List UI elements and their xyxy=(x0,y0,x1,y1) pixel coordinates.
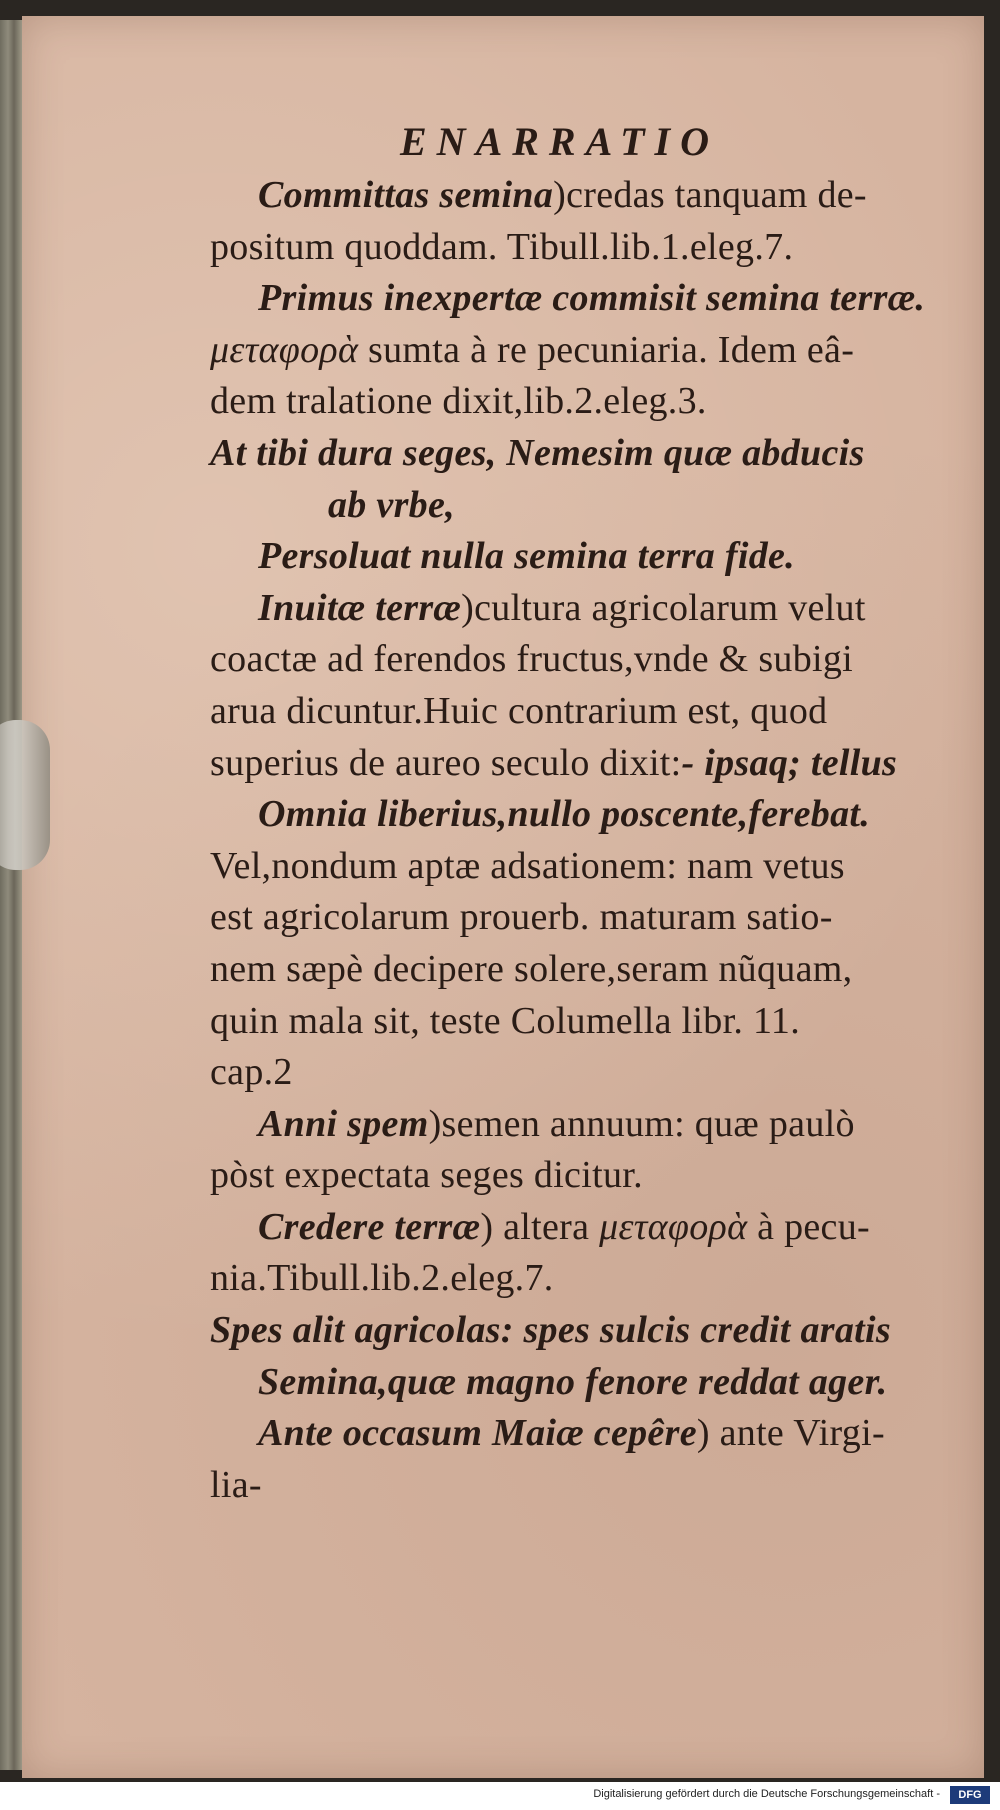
text-line xyxy=(210,944,990,996)
text-line xyxy=(210,686,990,738)
italic-text: Anni spem xyxy=(258,1102,429,1145)
text-line xyxy=(210,376,990,428)
roman-text: )cultura agricolarum velut xyxy=(461,586,866,629)
roman-text: arua dicuntur.Huic contrarium est, quod xyxy=(210,689,828,732)
text-line xyxy=(210,222,990,274)
text-line xyxy=(210,841,990,893)
roman-text: sumta à re pecuniaria. Idem eâ- xyxy=(358,328,855,371)
text-line xyxy=(210,738,990,790)
italic-text: Spes alit agricolas: spes sulcis credit aratis xyxy=(210,1309,891,1352)
text-line xyxy=(210,325,990,377)
italic-text: - ipsaq; tellus xyxy=(681,741,898,784)
italic-text: Primus inexpertæ commisit semina terræ. xyxy=(258,277,926,320)
text-line xyxy=(210,531,990,583)
text-line xyxy=(210,1099,990,1151)
text-line xyxy=(210,1150,990,1202)
roman-text: pòst expectata seges dicitur. xyxy=(210,1154,643,1197)
italic-text: At tibi dura seges, Nemesim quæ abducis xyxy=(210,431,865,474)
dfg-logo: DFG xyxy=(950,1786,990,1804)
greek-text: μεταφορὰ xyxy=(599,1205,748,1248)
text-line xyxy=(210,1357,990,1409)
text-line xyxy=(210,1305,990,1357)
text-line xyxy=(210,1460,990,1512)
roman-text: ) altera xyxy=(480,1205,600,1248)
running-head: ENARRATIO xyxy=(400,119,719,164)
page-clip xyxy=(0,720,50,870)
roman-text: nem sæpè decipere solere,seram nũquam, xyxy=(210,947,853,990)
text-line xyxy=(210,1253,990,1305)
text-line xyxy=(210,789,990,841)
roman-text: est agricolarum prouerb. maturam satio- xyxy=(210,896,833,939)
text-line xyxy=(210,1202,990,1254)
body-text xyxy=(210,170,990,1511)
italic-text: Committas semina xyxy=(258,174,554,216)
text-line xyxy=(210,892,990,944)
text-line xyxy=(210,428,990,480)
footer-credit: Digitalisierung gefördert durch die Deutsche Forschungsgemeinschaft - xyxy=(593,1788,940,1800)
roman-text: à pecu- xyxy=(747,1205,870,1248)
roman-text: dem tralatione dixit,lib.2.eleg.3. xyxy=(210,380,707,423)
text-line xyxy=(210,480,990,532)
text-line xyxy=(210,1408,990,1460)
text-line xyxy=(210,1047,990,1099)
text-line xyxy=(210,170,990,222)
italic-text: Omnia liberius,nullo poscente,ferebat. xyxy=(258,793,871,836)
italic-text: Inuitæ terræ xyxy=(258,586,462,629)
italic-text: Semina,quæ magno fenore reddat ager. xyxy=(258,1360,888,1403)
roman-text: coactæ ad ferendos fructus,vnde & subigi xyxy=(210,638,854,681)
roman-text: )semen annuum: quæ paulò xyxy=(428,1102,855,1145)
roman-text: superius de aureo seculo dixit: xyxy=(210,741,682,784)
roman-text: quin mala sit, teste Columella libr. 11. xyxy=(210,999,801,1042)
digitization-footer xyxy=(0,1782,1000,1810)
text-line xyxy=(210,634,990,686)
roman-text: nia.Tibull.lib.2.eleg.7. xyxy=(210,1257,554,1300)
roman-text: Vel,nondum aptæ adsationem: nam vetus xyxy=(210,844,845,887)
italic-text: Credere terræ xyxy=(258,1205,481,1248)
italic-text: Ante occasum Maiæ cepêre xyxy=(258,1412,697,1455)
roman-text: lia- xyxy=(210,1463,262,1506)
roman-text: cap.2 xyxy=(210,1051,293,1094)
greek-text: μεταφορὰ xyxy=(210,328,359,371)
roman-text: )credas tanquam de- xyxy=(553,174,867,216)
italic-text: Persoluat nulla semina terra fide. xyxy=(258,535,795,578)
italic-text: ab vrbe, xyxy=(328,483,455,526)
roman-text: ) ante Virgi- xyxy=(696,1412,885,1455)
text-line xyxy=(210,273,990,325)
text-line xyxy=(210,996,990,1048)
roman-text: positum quoddam. Tibull.lib.1.eleg.7. xyxy=(210,225,794,268)
text-line xyxy=(210,583,990,635)
